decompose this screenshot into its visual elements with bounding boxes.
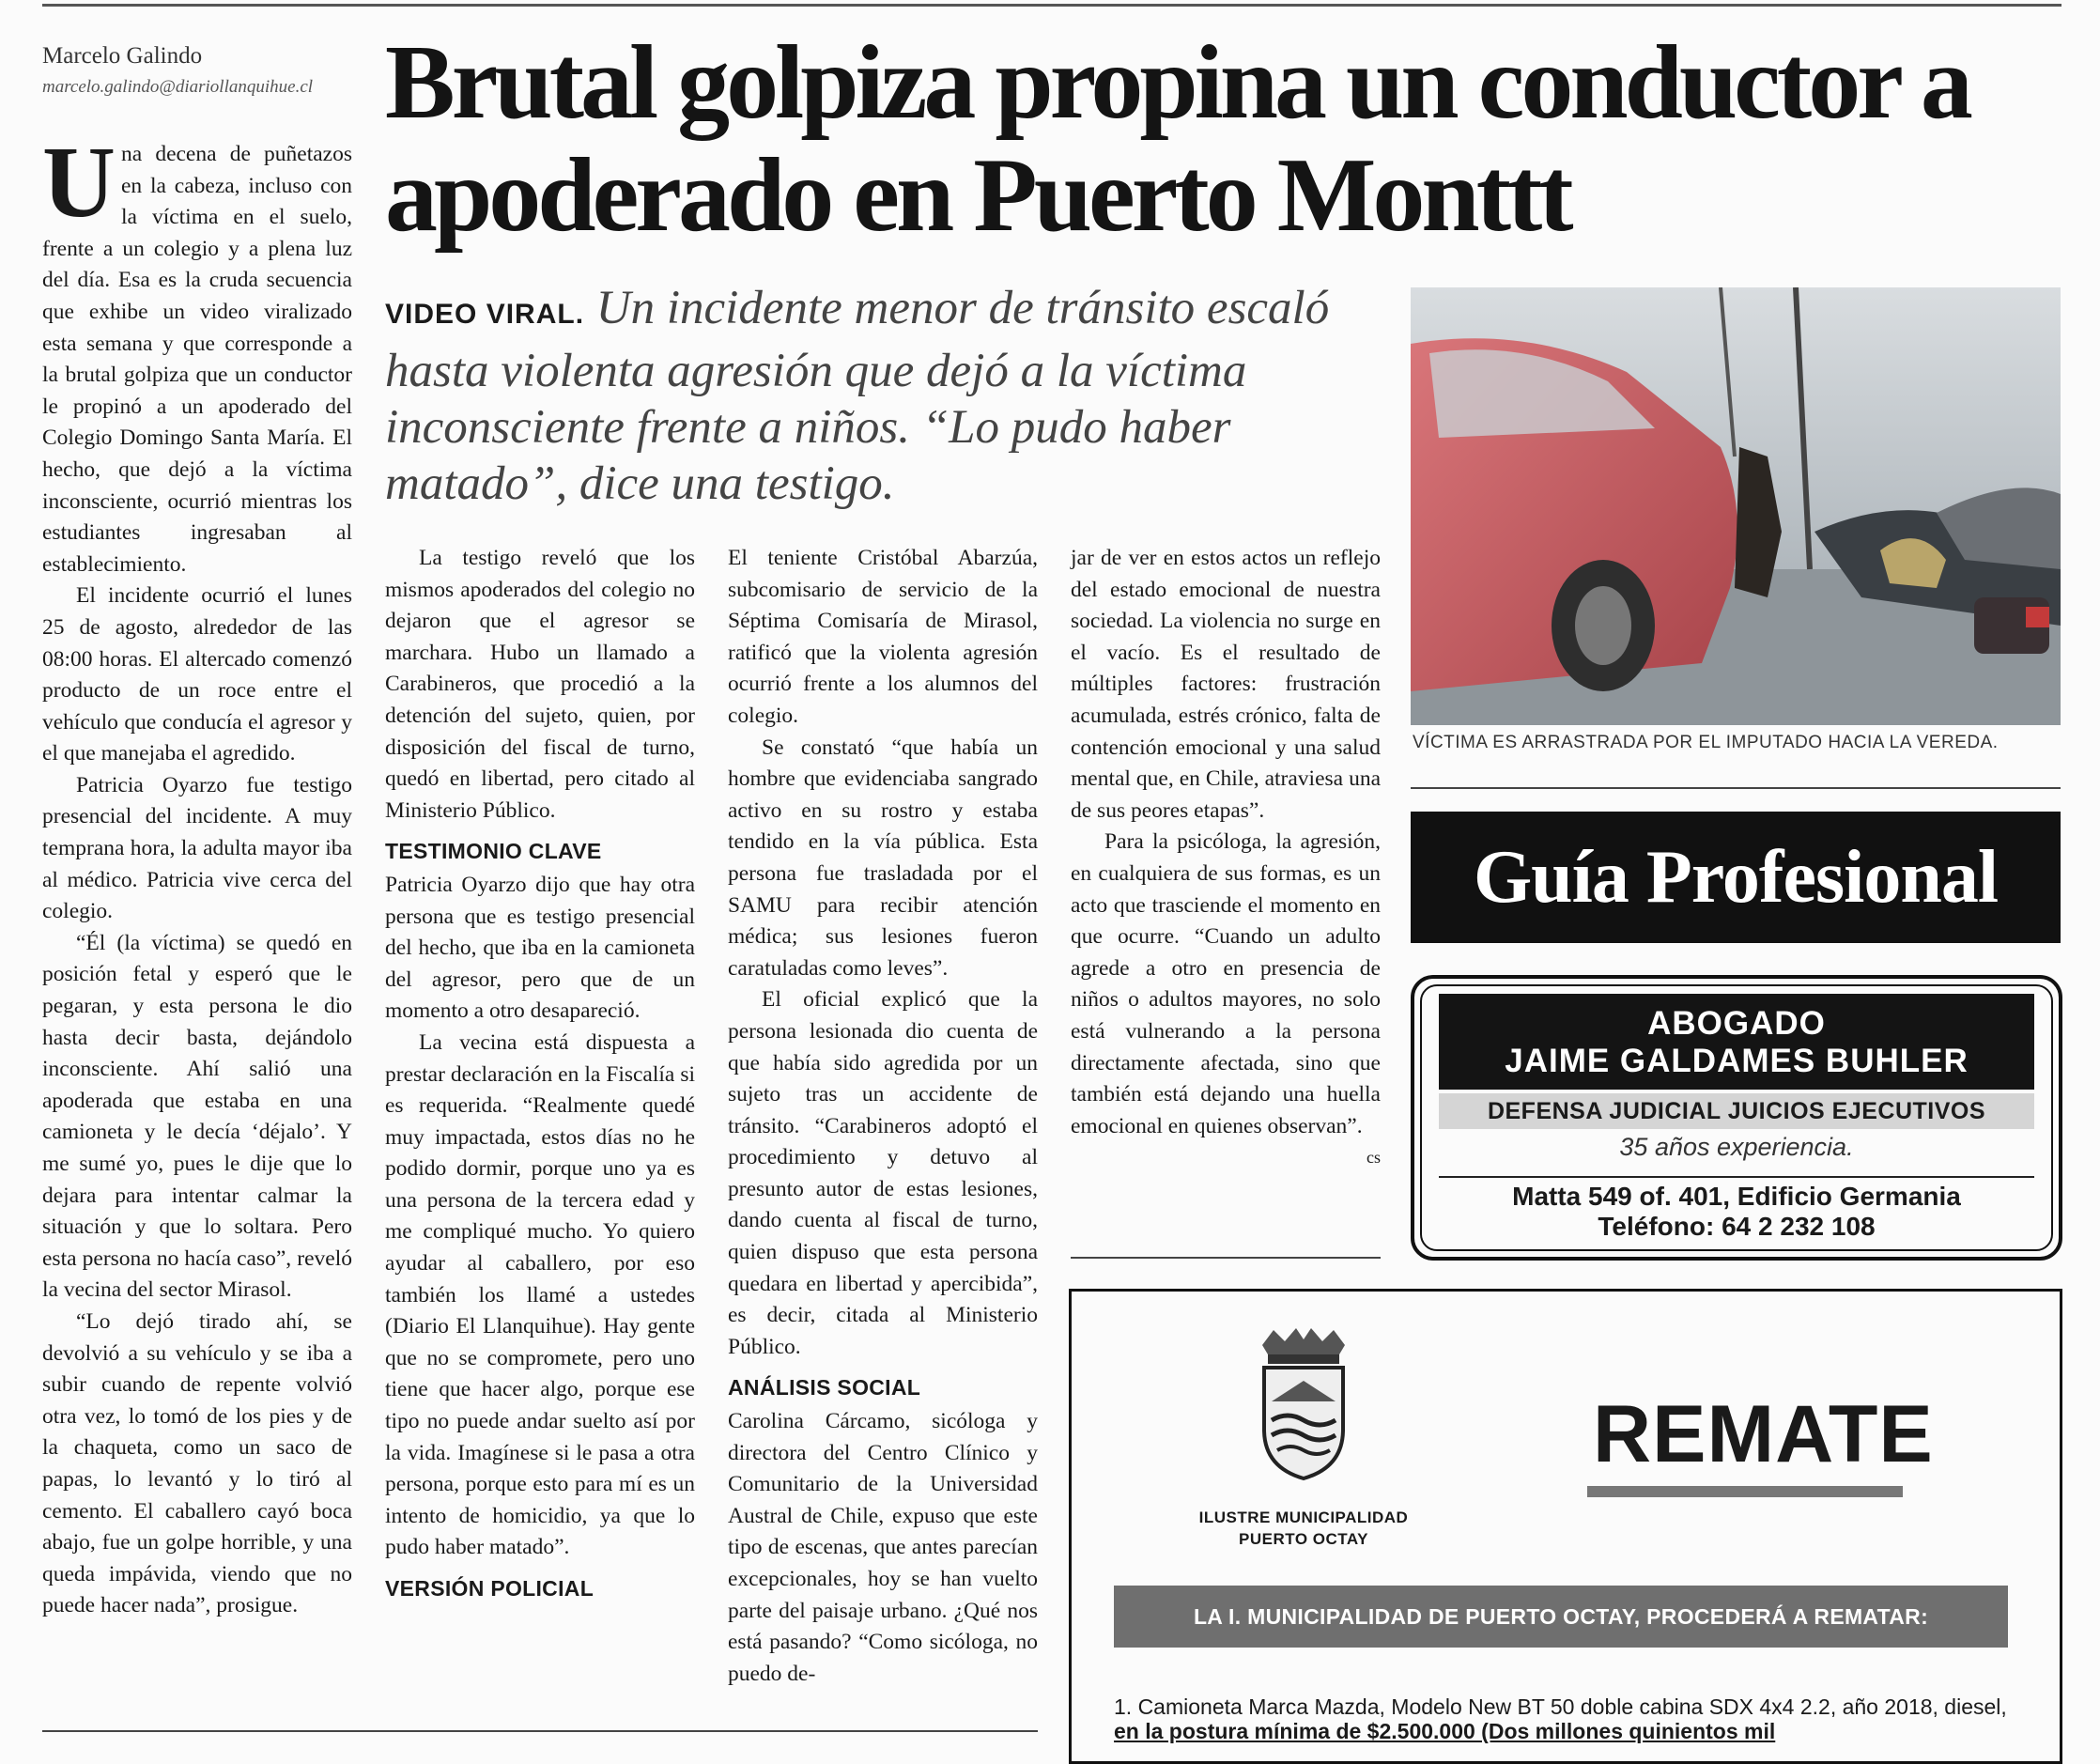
remate-title: REMATE [1593,1389,1934,1479]
article-column-1 [42,127,352,1622]
ad-title: ABOGADO [1647,1005,1826,1042]
end-mark: cs [1367,1148,1381,1168]
ad-name: JAIME GALDAMES BUHLER [1505,1043,1969,1079]
paragraph: Patricia Oyarzo fue testigo presencial del incidente. A muy temprana hora, la adulta mayor iba al médico. Patricia vive cerca del colegio. [42,772,352,924]
ad-experience: 35 años experiencia. [1619,1133,1854,1161]
subheading: TESTIMONIO CLAVE [385,839,602,864]
ad-phone: Teléfono: 64 2 232 108 [1598,1212,1876,1241]
article-column-3 [728,543,1038,1690]
paragraph: El teniente Cristóbal Abarzúa, subcomisario de servicio de la Séptima Comisaría de Mirasol, ratificó que la violenta agresión ocurrió frente a los alumnos del colegio. [728,546,1038,728]
municipality-name: ILUSTRE MUNICIPALIDAD PUERTO OCTAY [1198,1509,1409,1548]
remate-underline [1587,1486,1903,1497]
author-name: Marcelo Galindo [42,43,203,69]
bottom-rule [42,1730,1038,1732]
subheading: VERSIÓN POLICIAL [385,1576,594,1601]
lead-paragraph [385,280,1371,512]
article-column-2 [385,543,695,1607]
top-rule [42,4,2061,7]
ad-address: Matta 549 of. 401, Edificio Germania [1512,1182,1961,1211]
ad-contact [1439,1182,2034,1242]
drop-cap: U [42,127,116,239]
paragraph: Para la psicóloga, la agresión, en cualquiera de sus formas, es un acto que trasciende el momento en que ocurre. “Cuando un adulto agrede a otro en presencia de niños o adultos mayores, no solo está vulnerando a la persona directamente afectada, sino que también está dejando una huella emocional en quienes observan”. cs [1071,827,1381,1142]
article-column-4 [1071,543,1381,1174]
paragraph: El incidente ocurrió el lunes 25 de agosto, alrededor de las 08:00 horas. El altercado comenzó producto de un roce entre el vehículo que conducía el agresor y el que manejaba el agredido. [42,583,352,766]
lead-kicker: VIDEO VIRAL. [385,299,585,330]
paragraph: jar de ver en estos actos un reflejo del estado emocional de nuestra sociedad. La violencia no surge en el vacío. Es el resultado de múltiples factores: frustración acumulada, estrés crónico, falta de contención emocional y una salud mental que, en Chile, atraviesa una de sus peores etapas”. [1071,546,1381,823]
column-rule [1071,1257,1381,1259]
paragraph: El oficial explicó que la persona lesionada dio cuenta de que había sido agredida por un sujeto tras un accidente de tránsito. “Carabineros adoptó el procedimiento y detuvo al presunto autor de estas lesiones, dando cuenta al fiscal de turno, quien dispuso que esta persona quedara en libertad y apercibida”, es decir, citada al Ministerio Público. [728,987,1038,1359]
remate-banner: LA I. MUNICIPALIDAD DE PUERTO OCTAY, PROCEDERÁ A REMATAR: [1114,1586,2008,1648]
news-photo [1411,287,2061,725]
photo-illustration [1411,287,2061,725]
remate-item-1: 1. Camioneta Marca Mazda, Modelo New BT 50 doble cabina SDX 4x4 2.2, año 2018, diesel, en la postura mínima de $2.500.000 (Dos millones quinientos mil [1114,1694,2007,1743]
paragraph: Carolina Cárcamo, sicóloga y directora del Centro Clínico y Comunitario de la Universidad Austral de Chile, expuso que este tipo de escenas, que antes parecían excepcionales, hoy se han vuelto parte del paisaje urbano. ¿Qué nos está pasando? “Como sicóloga, no puedo de- [728,1409,1038,1686]
paragraph: Una decena de puñetazos en la cabeza, incluso con la víctima en el suelo, frente a un colegio y a plena luz del día. Esa es la cruda secuencia que exhibe un video viralizado esta semana y que corresponde a la brutal golpiza que un conductor le propinó a un apoderado del Colegio Domingo Santa María. El hecho, que dejó a la víctima inconsciente, ocurrió mientras los estudiantes ingresaban al establecimiento. [42,127,352,577]
ad-service: DEFENSA JUDICIAL JUICIOS EJECUTIVOS [1439,1093,2034,1129]
ad-divider [1439,1176,2034,1178]
headline: Brutal golpiza propina un conductor a apoderado en Puerto Monttt [385,24,1969,254]
paragraph: La vecina está dispuesta a prestar declaración en la Fiscalía si es requerida. “Realmente quedé muy impactada, estos días no he podido dormir, porque uno ya es una persona de la tercera edad y me compliqué mucho. Yo quiero ayudar al caballero, por eso también los llamé a ustedes (Diario El Llanquihue). Hay gente que no se compromete, pero uno tiene que hacer algo, porque ese tipo no puede andar suelto así por la vida. Imagínese si le pasa a otra persona, porque esto para mí es un intento de homicidio, ya que lo pudo haber matado”. [385,1029,695,1560]
subheading: ANÁLISIS SOCIAL [728,1375,921,1400]
paragraph: “Lo dejó tirado ahí, se devolvió a su vehículo y se iba a subir cuando de repente volvió otra vez, lo tomó de los pies y de la chaqueta, como un saco de papas, lo levantó y lo tiró al cemento. El caballero cayó boca abajo, fue un golpe horrible, y una queda impávida, viendo que no puede hacer nada”, prosigue. [42,1308,352,1618]
photo-caption: VÍCTIMA ES ARRASTRADA POR EL IMPUTADO HACIA LA VEREDA. [1413,733,1999,752]
guia-profesional-banner: Guía Profesional [1411,812,2061,943]
lead-text: Un incidente menor de tránsito escaló hasta violenta agresión que dejó a la víctima inconsciente frente a niños. “Lo pudo haber matado”, dice una testigo. [385,282,1330,510]
paragraph: Patricia Oyarzo dijo que hay otra persona que es testigo presencial del hecho, que iba en la camioneta del agresor, pero que de un momento a otro desapareció. [385,872,695,1024]
section-rule [1411,787,2061,789]
author-email[interactable]: marcelo.galindo@diariollanquihue.cl [42,77,314,97]
paragraph: “Él (la víctima) se quedó en posición fetal y esperó que le pegaran, y esta persona le dio hasta decir basta, dejándolo inconsciente. Ahí salió una apoderada que estaba en una camioneta y le decía ‘déjalo’. Y me sumé yo, pues le dije que lo dejara para intentar calmar la situación y que lo soltara. Pero esta persona no hacía caso”, reveló la vecina del sector Mirasol. [42,930,352,1303]
municipal-crest-icon [1255,1326,1352,1486]
paragraph: Se constató “que había un hombre que evidenciaba sangrado activo en su rostro y estaba tendido en la vía pública. Esta persona fue trasladada por el SAMU para recibir atención médica; sus lesiones fueron caratuladas como leves”. [728,735,1038,981]
ad-heading [1439,994,2034,1090]
paragraph: La testigo reveló que los mismos apoderados del colegio no dejaron que el agresor se marchara. Hubo un llamado a Carabineros, que procedió a la detención del sujeto, quien, por disposición del fiscal de turno, quedó en libertad, pero citado al Ministerio Público. [385,546,695,823]
